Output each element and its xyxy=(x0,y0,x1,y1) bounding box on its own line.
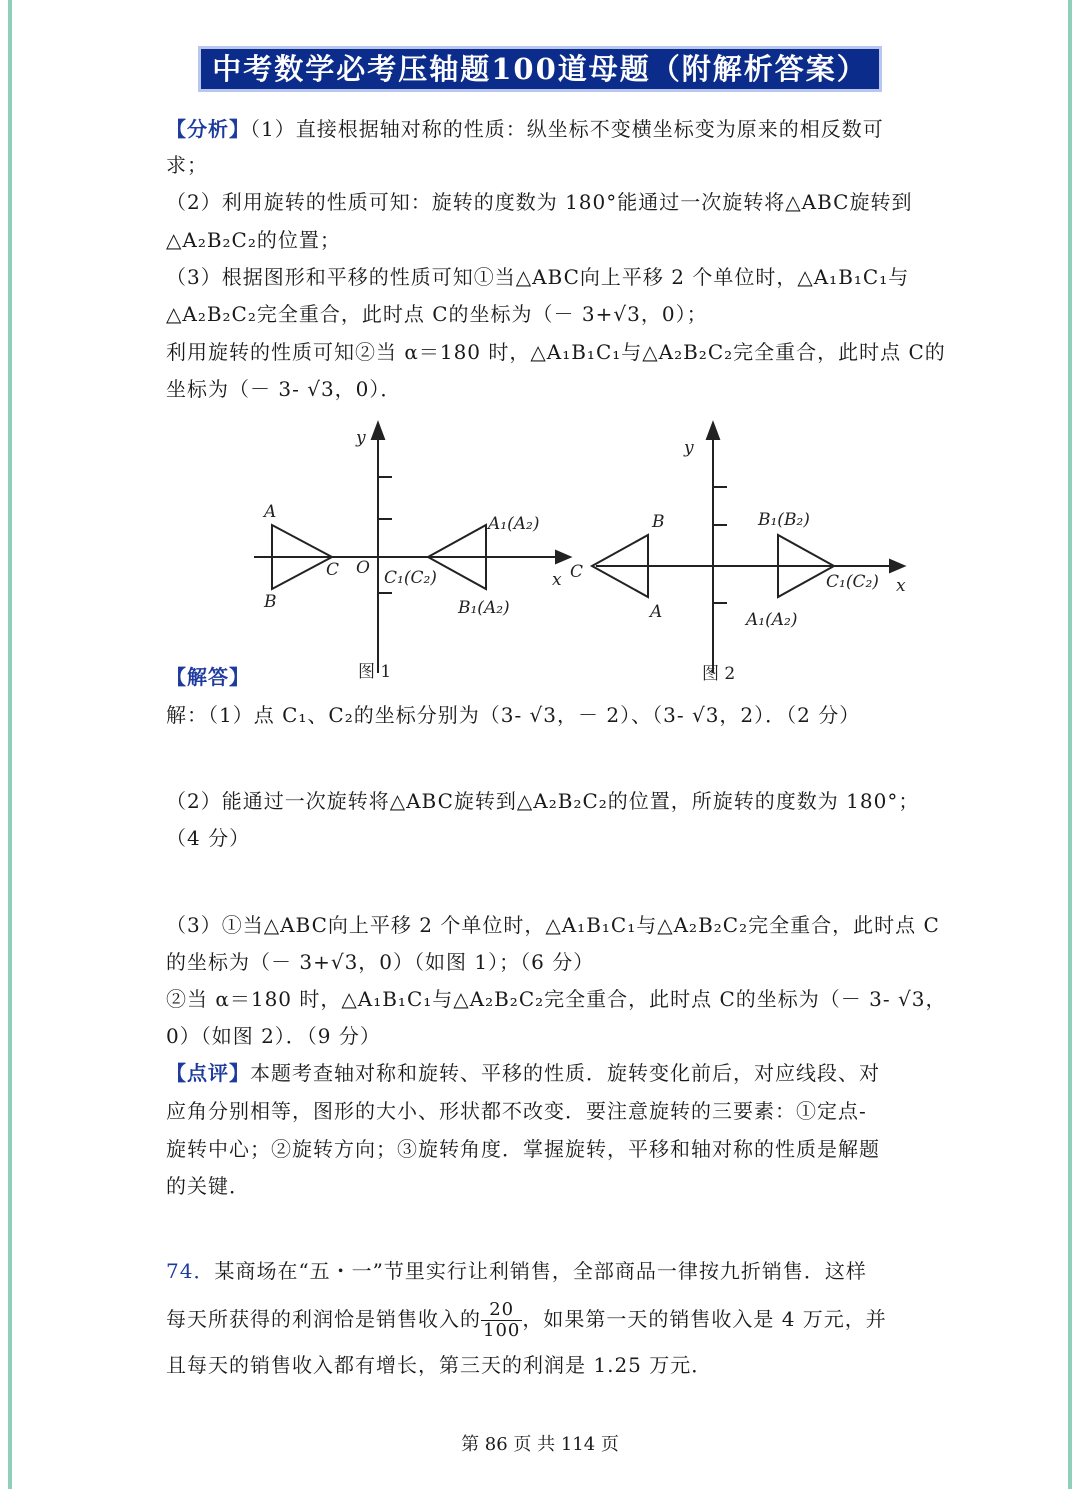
fraction: $\frac{20}{100}$ xyxy=(483,1299,521,1341)
analysis-line-5: （3）根据图形和平移的性质可知①当△ABC向上平移 2 个单位时，△A₁B₁C₁与 xyxy=(166,265,910,289)
fig1-b-label: B xyxy=(264,592,277,612)
fig1-b1-label: B₁(A₂) xyxy=(458,598,510,618)
fig1-caption: 图 1 xyxy=(358,662,392,682)
analysis-line-8: 坐标为（－ 3- √3，0）． xyxy=(166,377,402,401)
comment-line-1: 【点评】本题考查轴对称和旋转、平移的性质．旋转变化前后，对应线段、对 xyxy=(166,1061,880,1085)
answer-tag: 【解答】 xyxy=(166,665,250,689)
comment-tag: 【点评】 xyxy=(166,1061,250,1085)
fig1-c-label: C xyxy=(326,560,340,580)
fig2-c1-label: C₁(C₂) xyxy=(826,572,879,592)
left-border xyxy=(8,0,12,1489)
comment-line-2: 应角分别相等，图形的大小、形状都不改变．要注意旋转的三要素：①定点- xyxy=(166,1099,867,1123)
fig1-y-label: y xyxy=(356,428,366,448)
answer-line-3c: ②当 α＝180 时，△A₁B₁C₁与△A₂B₂C₂完全重合，此时点 C的坐标为（－ 3- √3， xyxy=(166,987,947,1011)
fig2-a1-label: A₁(A₂) xyxy=(746,610,798,630)
fig1-x-arrow xyxy=(556,551,570,563)
answer-line-3a: （3）①当△ABC向上平移 2 个单位时，△A₁B₁C₁与△A₂B₂C₂完全重合，此时点 C xyxy=(166,913,940,937)
fig2-b-label: B xyxy=(652,512,665,532)
answer-line-3b: 的坐标为（－ 3+√3，0）（如图 1）；（6 分） xyxy=(166,950,595,974)
problem-number: 74． xyxy=(166,1259,215,1283)
fig2-y-arrow xyxy=(707,423,719,439)
analysis-line-1: 【分析】（1）直接根据轴对称的性质：纵坐标不变横坐标变为原来的相反数可 xyxy=(166,117,884,141)
problem74-line-3: 且每天的销售收入都有增长，第三天的利润是 1.25 万元． xyxy=(166,1353,713,1377)
fig2-c-label: C xyxy=(570,562,584,582)
analysis-line-2: 求； xyxy=(166,153,208,177)
answer-line-2a: （2）能通过一次旋转将△ABC旋转到△A₂B₂C₂的位置，所旋转的度数为 180°； xyxy=(166,789,920,813)
comment-line-3: 旋转中心；②旋转方向；③旋转角度．掌握旋转，平移和轴对称的性质是解题 xyxy=(166,1137,880,1161)
problem74-line-2: 每天所获得的利润恰是销售收入的 $\frac{20}{100}$ ，如果第一天的销售收入是 4 万元，并 xyxy=(166,1299,887,1341)
fig2-y-label: y xyxy=(684,438,694,458)
fig1-y-arrow xyxy=(372,423,384,439)
analysis-line-7: 利用旋转的性质可知②当 α＝180 时，△A₁B₁C₁与△A₂B₂C₂完全重合，此时点 C的 xyxy=(166,340,946,364)
answer-line-2b: （4 分） xyxy=(166,826,251,850)
fig1-c1-label: C₁(C₂) xyxy=(384,568,437,588)
page-footer: 第 86 页 共 114 页 xyxy=(461,1434,619,1455)
fig2-a-label: A xyxy=(650,602,663,622)
comment-line-4: 的关键． xyxy=(166,1174,250,1198)
fig1-origin-label: O xyxy=(356,558,370,578)
page-title: 中考数学必考压轴题100道母题（附解析答案） xyxy=(198,46,882,92)
analysis-line-4: △A₂B₂C₂的位置； xyxy=(166,228,341,252)
fig1-x-label: x xyxy=(552,570,562,590)
fig2-x-arrow xyxy=(890,560,904,572)
right-border xyxy=(1068,0,1072,1489)
answer-tag-line xyxy=(166,664,926,690)
fig1-a1-label: A₁(A₂) xyxy=(488,514,540,534)
analysis-line-3: （2）利用旋转的性质可知：旋转的度数为 180°能通过一次旋转将△ABC旋转到 xyxy=(166,190,913,214)
figures-diagram xyxy=(240,415,930,690)
analysis-tag: 【分析】 xyxy=(166,117,250,141)
analysis-line-6: △A₂B₂C₂完全重合，此时点 C的坐标为（－ 3+√3，0）； xyxy=(166,302,708,326)
fig1-a-label: A xyxy=(264,502,277,522)
answer-line-1: 解：（1）点 C₁、C₂的坐标分别为（3- √3，－ 2）、（3- √3，2）．（2 分） xyxy=(166,703,861,727)
fig2-caption: 图 2 xyxy=(702,664,736,684)
fig2-x-label: x xyxy=(896,576,906,596)
problem74-line-1: 74．某商场在“五・一”节里实行让利销售，全部商品一律按九折销售．这样 xyxy=(166,1259,867,1283)
answer-line-3d: 0）（如图 2）．（9 分） xyxy=(166,1024,381,1048)
fig2-b1-label: B₁(B₂) xyxy=(758,510,810,530)
